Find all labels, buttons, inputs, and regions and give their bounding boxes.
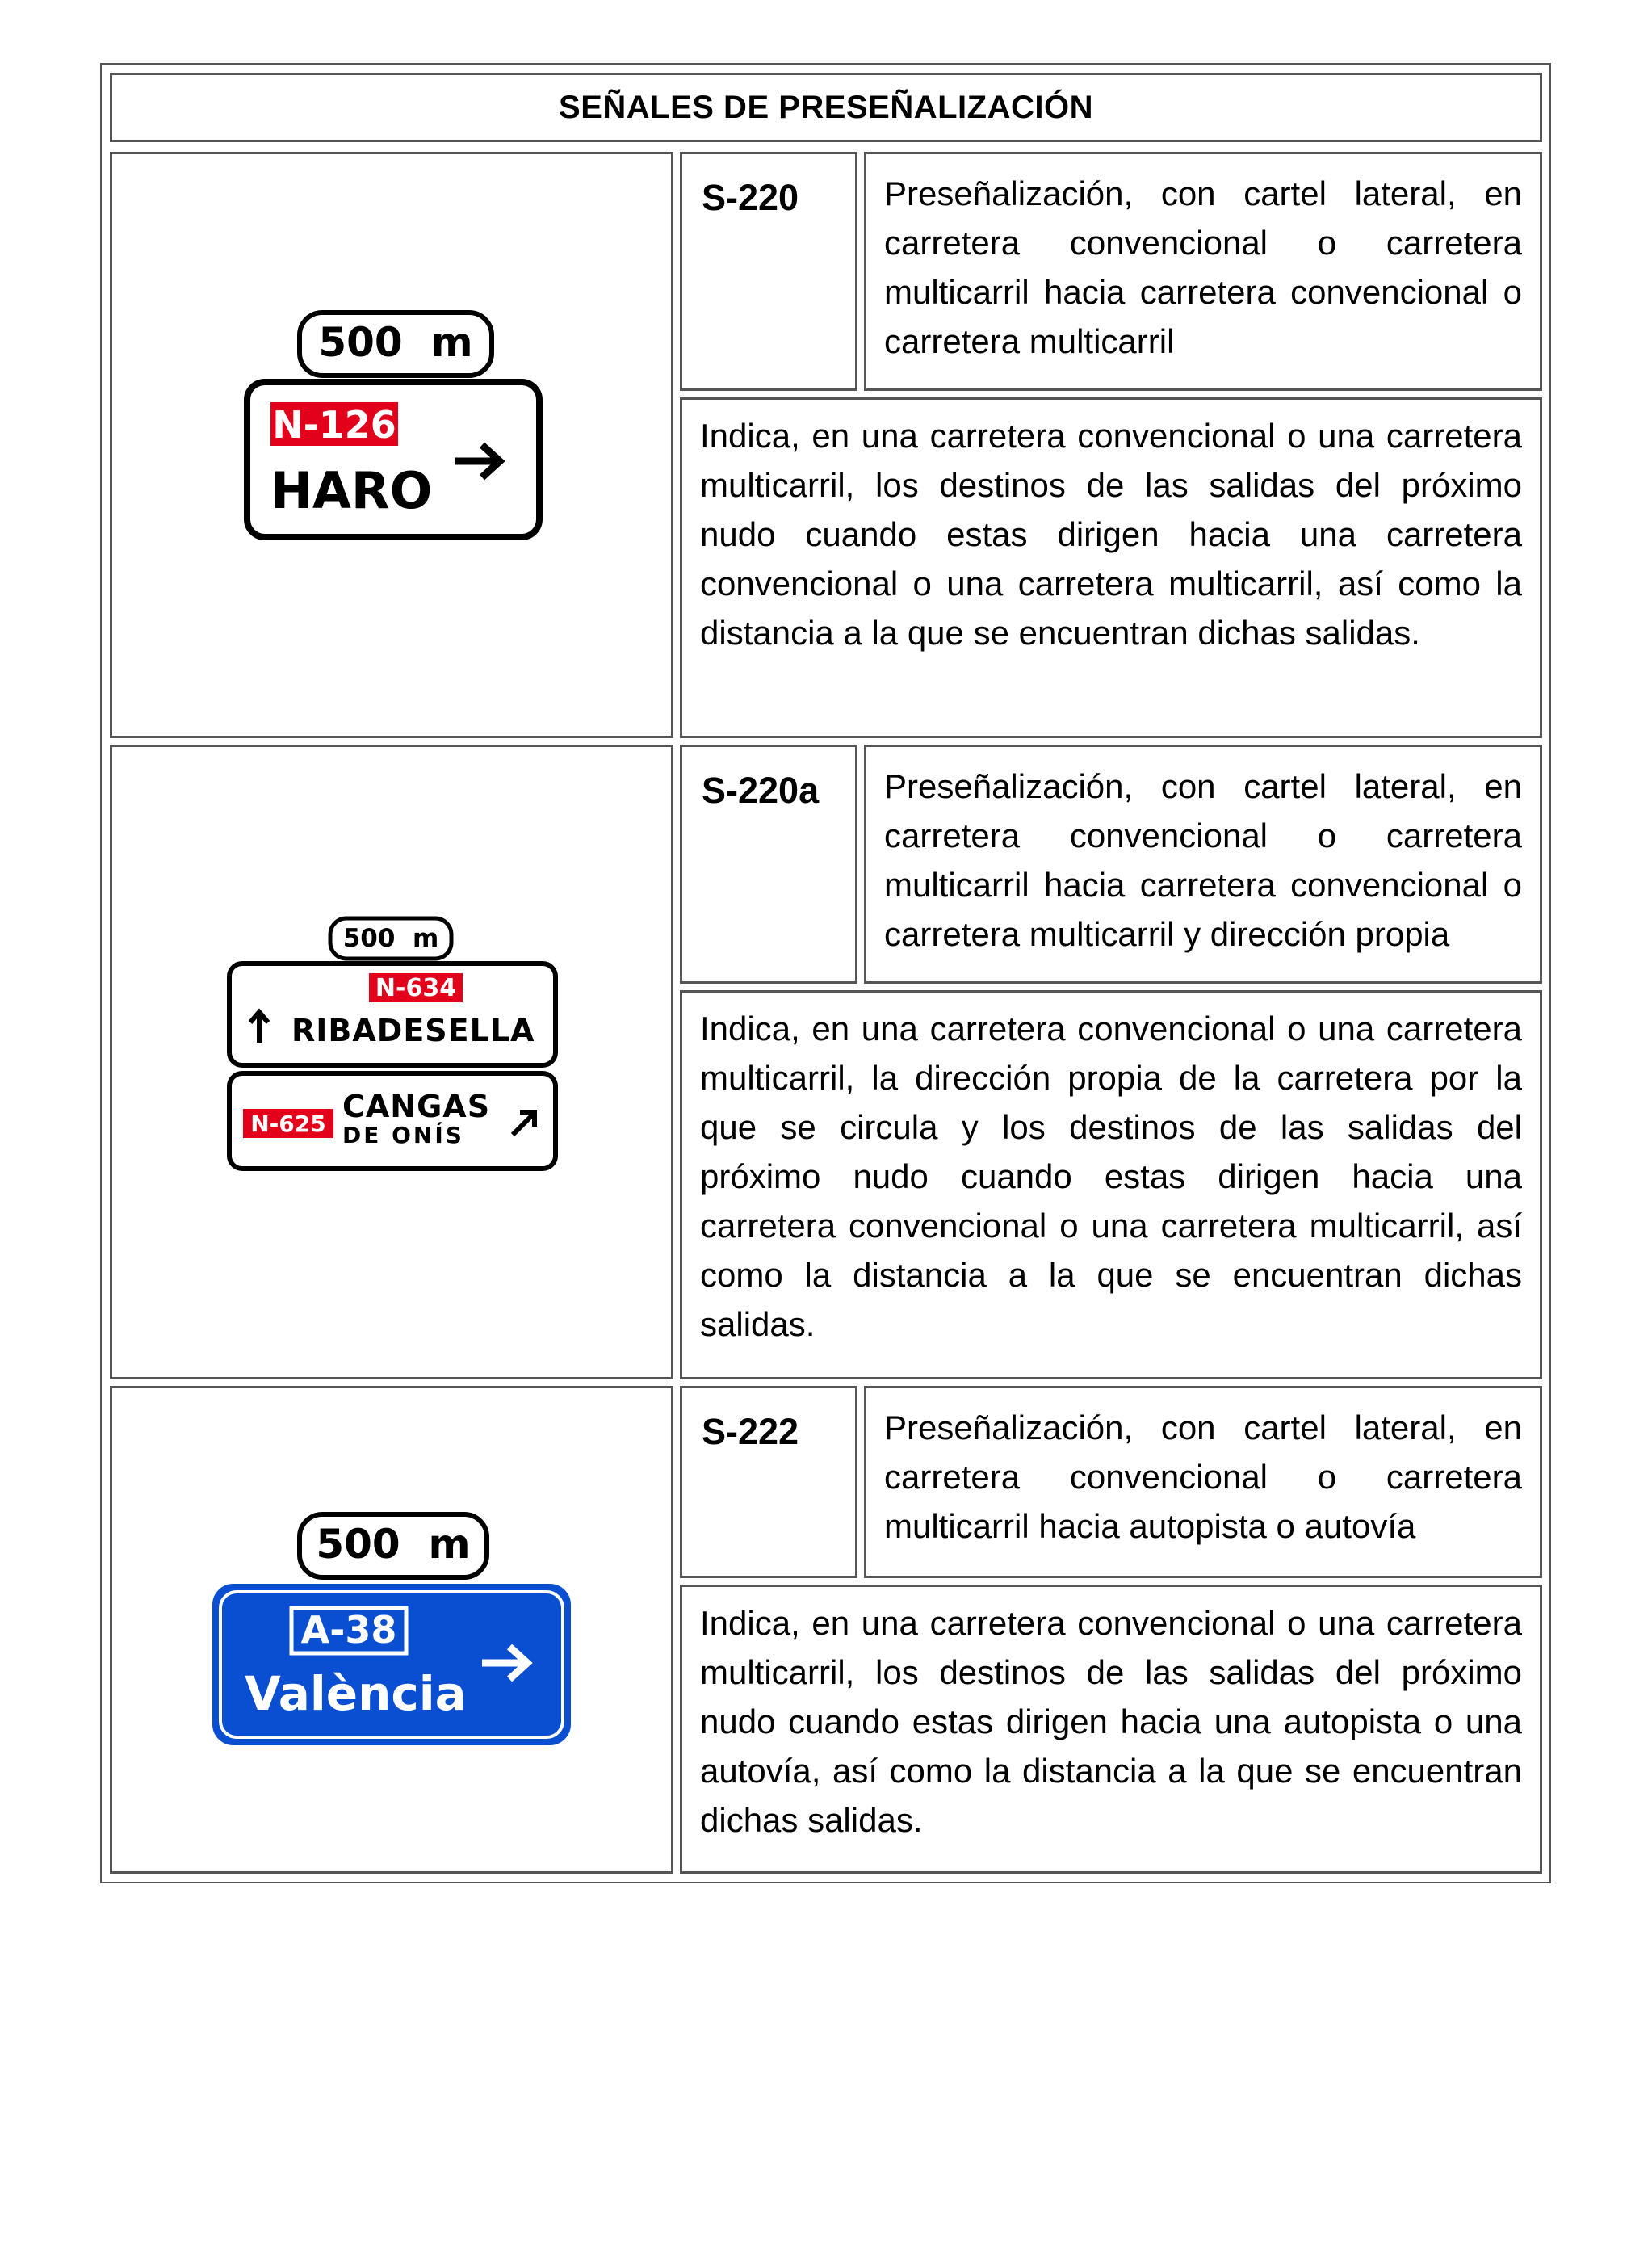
long-description: Indica, en una carretera convencional o una carretera multicarril, los destinos de las salidas del próximo nudo cuando estas dirigen hacia una autopista o una autovía, así como la distancia a la que se encuentran dichas salidas. <box>700 1604 1522 1839</box>
destination-label: HARO <box>270 461 433 520</box>
distance-label: 500 m <box>342 924 439 953</box>
sign-image-cell-s220a <box>110 745 673 1379</box>
destination-line-1: CANGAS <box>342 1089 491 1124</box>
table-title-cell <box>110 73 1542 142</box>
distance-label: 500 m <box>316 1521 471 1568</box>
road-number: A-38 <box>300 1608 397 1652</box>
long-description: Indica, en una carretera convencional o una carretera multicarril, la dirección propia de la carretera por la que se circula y los destinos de las salidas del próximo nudo cuando estas dirigen hacia una carretera convencional o una carretera multicarril, así como la distancia a la que se encuentran dichas salidas. <box>700 1010 1522 1343</box>
sign-code: S-222 <box>702 1411 799 1452</box>
long-description: Indica, en una carretera convencional o una carretera multicarril, los destinos de las salidas del próximo nudo cuando estas dirigen hacia una carretera convencional o una carretera multicarril, así como la distancia a la que se encuentran dichas salidas. <box>700 417 1522 652</box>
short-desc-cell-s222 <box>864 1386 1542 1578</box>
sign-image-cell-s222 <box>110 1386 673 1874</box>
destination-line-2: DE ONÍS <box>342 1122 464 1148</box>
code-cell-s222 <box>680 1386 857 1578</box>
short-description: Preseñalización, con cartel lateral, en carretera convencional o carretera multicarril hacia carretera convencional o carretera multicarril y dirección propia <box>884 767 1522 953</box>
long-desc-cell-s220a <box>680 990 1542 1379</box>
sign-image-cell-s220 <box>110 152 673 738</box>
destination-label: RIBADESELLA <box>291 1013 535 1048</box>
code-cell-s220 <box>680 152 857 391</box>
code-cell-s220a <box>680 745 857 984</box>
sign-s220a <box>112 747 671 1377</box>
short-description: Preseñalización, con cartel lateral, en carretera convencional o carretera multicarril hacia autopista o autovía <box>884 1409 1522 1545</box>
short-desc-cell-s220a <box>864 745 1542 984</box>
long-desc-cell-s222 <box>680 1585 1542 1874</box>
road-number: N-634 <box>375 974 457 1002</box>
short-desc-cell-s220 <box>864 152 1542 391</box>
road-number: N-126 <box>272 403 396 447</box>
short-description: Preseñalización, con cartel lateral, en carretera convencional o carretera multicarril hacia carretera convencional o carretera multicarril <box>884 174 1522 360</box>
sign-code: S-220 <box>702 177 799 218</box>
destination-label: València <box>245 1666 467 1721</box>
sign-code: S-220a <box>702 770 820 811</box>
distance-label: 500 m <box>318 319 473 366</box>
long-desc-cell-s220 <box>680 397 1542 738</box>
page-title: SEÑALES DE PRESEÑALIZACIÓN <box>559 89 1093 125</box>
sign-s222 <box>112 1388 671 1871</box>
sign-s220 <box>112 154 671 736</box>
road-number: N-625 <box>250 1111 326 1137</box>
